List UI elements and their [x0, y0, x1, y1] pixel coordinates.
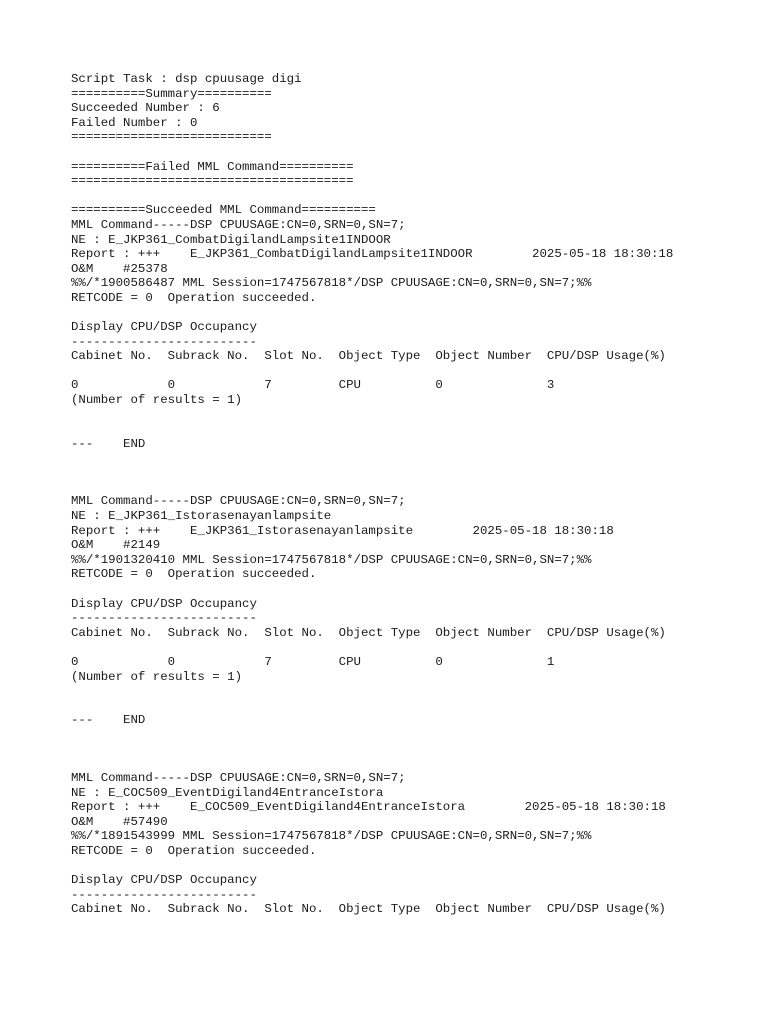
script-report — [71, 72, 751, 917]
spacer — [71, 684, 751, 699]
session-line: %%/*1891543999 MML Session=1747567818*/DSP CPUUSAGE:CN=0,SRN=0,SN=7;%% — [71, 829, 592, 844]
spacer — [71, 189, 751, 204]
session-line: %%/*1901320410 MML Session=1747567818*/DSP CPUUSAGE:CN=0,SRN=0,SN=7;%% — [71, 552, 592, 567]
om-line: O&M #57490 — [71, 814, 168, 829]
block-spacer — [71, 451, 751, 494]
succeeded-command-title: ==========Succeeded MML Command========== — [71, 203, 376, 218]
failed-number: Failed Number : 0 — [71, 115, 198, 130]
display-divider: ------------------------- — [71, 887, 257, 902]
script-task-line: Script Task : dsp cpuusage digi — [71, 72, 302, 86]
succeeded-number: Succeeded Number : 6 — [71, 101, 220, 116]
table-row: 0 0 7 CPU 0 1 — [71, 654, 555, 669]
summary-end-divider: =========================== — [71, 130, 272, 145]
session-line: %%/*1900586487 MML Session=1747567818*/DSP CPUUSAGE:CN=0,SRN=0,SN=7;%% — [71, 276, 592, 291]
report-line: Report : +++ E_JKP361_CombatDigilandLampsite1INDOOR 2025-05-18 18:30:18 — [71, 247, 674, 262]
ne-line: NE : E_COC509_EventDigiland4EntranceIstora — [71, 785, 384, 800]
spacer — [71, 364, 751, 379]
mml-command-line: MML Command-----DSP CPUUSAGE:CN=0,SRN=0,SN=7; — [71, 217, 406, 232]
result-count: (Number of results = 1) — [71, 393, 243, 408]
retcode-line: RETCODE = 0 Operation succeeded. — [71, 843, 317, 858]
spacer — [71, 145, 751, 160]
om-line: O&M #25378 — [71, 261, 168, 276]
block-spacer — [71, 728, 751, 771]
spacer — [71, 306, 751, 321]
spacer — [71, 422, 751, 437]
retcode-line: RETCODE = 0 Operation succeeded. — [71, 290, 317, 305]
display-title: Display CPU/DSP Occupancy — [71, 320, 257, 335]
end-marker: --- END — [71, 436, 146, 451]
report-line: Report : +++ E_COC509_EventDigiland4EntranceIstora 2025-05-18 18:30:18 — [71, 800, 666, 815]
table-row: 0 0 7 CPU 0 3 — [71, 378, 555, 393]
display-title: Display CPU/DSP Occupancy — [71, 596, 257, 611]
spacer — [71, 582, 751, 597]
spacer — [71, 408, 751, 423]
end-marker: --- END — [71, 713, 146, 728]
ne-line: NE : E_JKP361_CombatDigilandLampsite1INDOOR — [71, 232, 391, 247]
table-header: Cabinet No. Subrack No. Slot No. Object Type Object Number CPU/DSP Usage(%) — [71, 902, 666, 917]
summary-divider: ==========Summary========== — [71, 86, 272, 101]
ne-line: NE : E_JKP361_Istorasenayanlampsite — [71, 509, 332, 524]
table-header: Cabinet No. Subrack No. Slot No. Object Type Object Number CPU/DSP Usage(%) — [71, 625, 666, 640]
failed-command-divider: ====================================== — [71, 174, 354, 189]
display-divider: ------------------------- — [71, 334, 257, 349]
spacer — [71, 859, 751, 874]
result-count: (Number of results = 1) — [71, 669, 243, 684]
spacer — [71, 640, 751, 655]
command-block — [71, 494, 751, 728]
spacer — [71, 699, 751, 714]
display-divider: ------------------------- — [71, 611, 257, 626]
failed-command-title: ==========Failed MML Command========== — [71, 159, 354, 174]
command-block — [71, 771, 751, 917]
om-line: O&M #2149 — [71, 538, 161, 553]
display-title: Display CPU/DSP Occupancy — [71, 873, 257, 888]
mml-command-line: MML Command-----DSP CPUUSAGE:CN=0,SRN=0,SN=7; — [71, 770, 406, 785]
mml-command-line: MML Command-----DSP CPUUSAGE:CN=0,SRN=0,SN=7; — [71, 494, 406, 509]
command-block — [71, 218, 751, 452]
table-header: Cabinet No. Subrack No. Slot No. Object Type Object Number CPU/DSP Usage(%) — [71, 349, 666, 364]
retcode-line: RETCODE = 0 Operation succeeded. — [71, 567, 317, 582]
report-line: Report : +++ E_JKP361_Istorasenayanlampsite 2025-05-18 18:30:18 — [71, 523, 614, 538]
